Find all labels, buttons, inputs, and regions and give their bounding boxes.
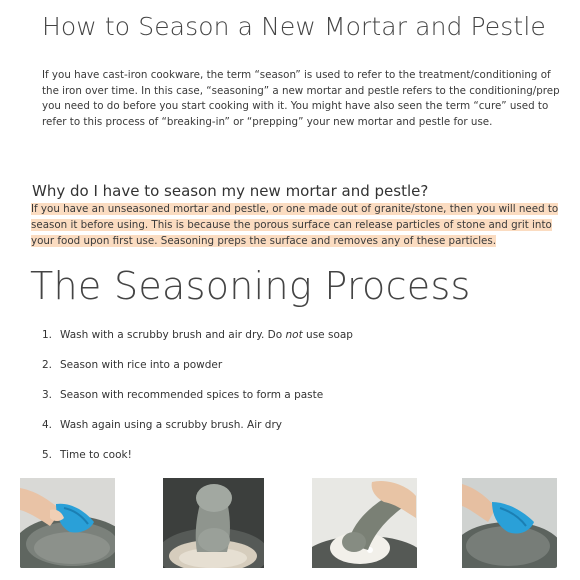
photo-grinding-rice bbox=[312, 478, 417, 568]
scrub-mortar-image bbox=[20, 478, 115, 568]
step-number: 4. bbox=[42, 419, 53, 431]
rice-powder-image bbox=[163, 478, 264, 568]
step-item bbox=[42, 416, 353, 446]
step-item bbox=[42, 326, 353, 356]
step-text: Wash again using a scrubby brush. Air dry bbox=[60, 419, 283, 431]
step-number: 5. bbox=[42, 449, 53, 461]
step-text: Wash with a scrubby brush and air dry. Do bbox=[60, 329, 286, 341]
step-item bbox=[42, 446, 353, 476]
step-number: 1. bbox=[42, 329, 53, 341]
page-title: How to Season a New Mortar and Pestle bbox=[42, 12, 546, 41]
grinding-rice-image bbox=[312, 478, 417, 568]
step-text: Time to cook! bbox=[60, 449, 132, 461]
step-item bbox=[42, 356, 353, 386]
step-number: 2. bbox=[42, 359, 53, 371]
step-text: Season with rice into a powder bbox=[60, 359, 223, 371]
text-highlight: If you have an unseasoned mortar and pestle, or one made out of granite/stone, then you will need to season it before using. This is because the porous surface can release particles of stone and grit into your food upon first use. Seasoning preps the surface and removes any of these particles. bbox=[31, 203, 559, 247]
seasoning-process-heading: The Seasoning Process bbox=[30, 264, 471, 308]
step-text: Season with recommended spices to form a paste bbox=[60, 389, 324, 401]
step-number: 3. bbox=[42, 389, 53, 401]
intro-paragraph: If you have cast-iron cookware, the term “season” is used to refer to the treatment/conditioning of the iron over time. In this case, “seasoning” a new mortar and pestle refers to the conditioning/prep you need to do before you start cooking with it. You might have also seen the term “cure” used to refer to this process of “breaking-in” or “prepping” your new mortar and pestle for use. bbox=[42, 69, 560, 128]
wash-again-image bbox=[462, 478, 557, 568]
photo-scrub-mortar bbox=[20, 478, 115, 568]
highlighted-paragraph bbox=[31, 201, 561, 249]
why-season-heading: Why do I have to season my new mortar and pestle? bbox=[32, 182, 429, 200]
step-emphasis: not bbox=[285, 329, 303, 341]
photo-rice-powder bbox=[163, 478, 264, 568]
step-text-end: use soap bbox=[302, 329, 353, 341]
steps-list bbox=[42, 326, 353, 476]
step-item bbox=[42, 386, 353, 416]
photo-wash-again bbox=[462, 478, 557, 568]
